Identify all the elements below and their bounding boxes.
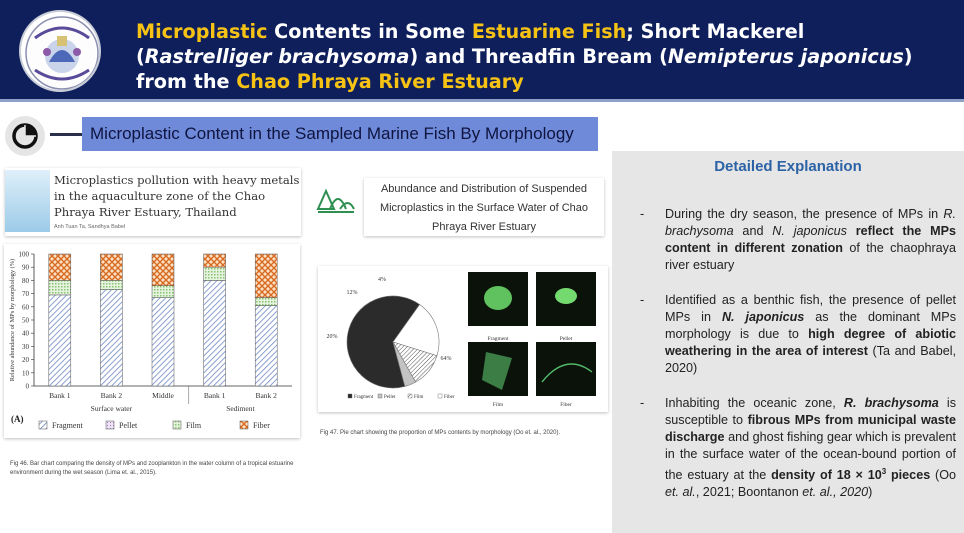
y-tick-label: 30 [22, 342, 29, 351]
journal-cover-thumbnail [5, 170, 50, 232]
university-seal-logo [19, 10, 101, 92]
bar-segment-film [152, 286, 174, 298]
title-highlight: Chao Phraya River Estuary [236, 70, 524, 93]
pie-legend-swatch-pellet [378, 394, 382, 398]
bullet-text-run: , 2021; Boontanon [695, 485, 803, 500]
bullet-text-run: pieces [886, 468, 931, 483]
pie-chart [318, 266, 608, 412]
title-species: Nemipterus japonicus [667, 45, 904, 68]
y-tick-label: 20 [22, 356, 29, 365]
bullet-text-run: et. al. [665, 485, 696, 500]
bullet-text-run: and [733, 224, 773, 238]
legend-label: Fragment [52, 421, 83, 430]
x-group-label: Sediment [226, 404, 255, 413]
title-text: ; Short Mackerel ( [136, 20, 805, 68]
bullet-text-run: R. brachysoma [665, 207, 956, 238]
article-authors: Anh Tuan Ta, Sandhya Babel [54, 224, 126, 230]
title-highlight: Microplastic [136, 20, 268, 43]
fragment-particle [484, 286, 512, 310]
pie-slice-label: 20% [326, 334, 338, 340]
bullet-text-run: fibrous MPs from municipal waste discharge [665, 413, 956, 444]
photo-label: Film [492, 402, 504, 408]
panel-label: (A) [11, 414, 24, 424]
legend-label: Fiber [253, 421, 270, 430]
bullet-text-run: et. al., 2020 [802, 485, 869, 500]
bullet-text-run: N. japonicus [772, 224, 847, 238]
y-tick-label: 40 [22, 329, 29, 338]
pellet-particle [555, 288, 577, 304]
title-text: ) from the [136, 45, 913, 93]
y-tick-label: 100 [18, 250, 29, 259]
slide-title [136, 19, 946, 94]
y-tick-label: 10 [22, 369, 29, 378]
bar-segment-film [204, 267, 226, 280]
bullet-text-run: reflect the MPs content in different zonation [665, 224, 956, 255]
legend-swatch-fragment [39, 421, 47, 429]
pie-slice-label: 12% [346, 290, 358, 296]
pie-legend-label: Fragment [354, 395, 374, 400]
bullet-marker: - [640, 207, 645, 221]
legend-label: Pellet [119, 421, 138, 430]
title-highlight: Estuarine Fish [471, 20, 627, 43]
pie-legend-swatch-fragment [348, 394, 352, 398]
photo-label: Fiber [560, 402, 572, 408]
pie-legend-label: Pellet [384, 395, 396, 400]
bar-segment-film [255, 298, 277, 306]
bullet-text-run: Inhabiting the oceanic zone, [665, 396, 844, 410]
bullet-marker: - [640, 293, 645, 307]
article-card-1 [5, 168, 301, 236]
title-text: Contents in Some [267, 20, 472, 43]
legend-swatch-film [173, 421, 181, 429]
photo-label: Fragment [487, 336, 509, 342]
figure-caption-47: Fig 47. Pie chart showing the proportion of MPs contents by morphology (Oo et. al., 2020). [320, 430, 561, 436]
pie-slice-label: 64% [440, 356, 452, 362]
x-tick-label: Middle [152, 391, 174, 400]
section-connector [50, 133, 84, 136]
pie-slice-label: 4% [378, 277, 386, 283]
x-tick-label: Bank 1 [203, 391, 226, 400]
bullet-text-run: and ghost fishing gear which is prevalent in the surface water of the ocean-bound portion of the estuary at the [665, 430, 956, 483]
bar-segment-fragment [204, 280, 226, 386]
x-tick-label: Bank 2 [255, 391, 277, 400]
article-card-2: Abundance and Distribution of Suspended Microplastics in the Surface Water of Chao Phraya River Estuary [364, 178, 604, 236]
bar-segment-fiber [49, 254, 71, 280]
x-tick-label: Bank 2 [100, 391, 123, 400]
legend-swatch-fiber [240, 421, 248, 429]
explanation-bullets [640, 206, 956, 519]
title-text: ) and Threadfin Bream ( [409, 45, 668, 68]
pie-legend-label: Fiber [444, 395, 455, 400]
society-logo [316, 187, 356, 215]
header-bar [0, 0, 964, 102]
stacked-bar-chart [4, 244, 300, 438]
section-title: Microplastic Content in the Sampled Marine Fish By Morphology [82, 117, 598, 151]
bar-segment-fiber [152, 254, 174, 286]
y-axis-label: Relative abundance of MPs by morphology (%) [9, 258, 16, 382]
explanation-bullet [640, 206, 956, 274]
y-tick-label: 50 [22, 316, 29, 325]
bullet-text-run: density of 18 × 10 [771, 468, 882, 483]
y-tick-label: 60 [22, 303, 29, 312]
bar-segment-film [49, 280, 71, 295]
bullet-text-run: N. japonicus [721, 310, 805, 324]
legend-label: Film [186, 421, 202, 430]
y-tick-label: 80 [22, 276, 29, 285]
bar-segment-fiber [204, 254, 226, 267]
y-tick-label: 90 [22, 263, 29, 272]
x-group-label: Surface water [90, 404, 133, 413]
bullet-text-run: as the dominant MPs morphology is due to [665, 310, 956, 341]
bullet-text-run: ) [868, 485, 873, 500]
bar-segment-fragment [255, 305, 277, 386]
figure-caption-46: Fig 46. Bar chart comparing the density of MPs and zooplankton in the water column of a tropical estuarine environment during the wet season (Lima et. al., 2015). [10, 461, 294, 476]
bullet-text-run: (Oo [930, 468, 957, 483]
x-tick-label: Bank 1 [49, 391, 71, 400]
bullet-text-run: Identified as a benthic fish, the presence of pellet MPs in [665, 293, 956, 324]
pie-legend-label: Film [414, 395, 424, 400]
bullet-text-run: of the chaophraya river estuary [665, 241, 956, 272]
bar-segment-fragment [49, 295, 71, 386]
bar-segment-fiber [255, 254, 277, 298]
bar-segment-fiber [100, 254, 122, 280]
explanation-bullet [640, 292, 956, 377]
bar-segment-fragment [100, 290, 122, 386]
explanation-bullet [640, 395, 956, 501]
pie-chart-icon [5, 116, 45, 156]
bullet-text-run: is susceptible to [665, 396, 957, 427]
bullet-text-run: high degree of abiotic weathering in the area of interest [665, 327, 956, 358]
photo-label: Pellet [559, 336, 573, 342]
legend-swatch-pellet [106, 421, 114, 429]
article-title: Microplastics pollution with heavy metals in the aquaculture zone of the Chao Phraya River Estuary, Thailand [54, 173, 300, 219]
pie-chart-card [318, 266, 608, 412]
bar-segment-fragment [152, 298, 174, 386]
bullet-text-run: R. brachysoma [843, 396, 939, 410]
title-species: Rastrelliger brachysoma [144, 45, 410, 68]
y-tick-label: 0 [25, 382, 29, 391]
pie-legend-swatch-fiber [438, 394, 442, 398]
bullet-text-run: During the dry season, the presence of MPs in [665, 207, 944, 221]
bar-chart-card [4, 244, 300, 438]
bullet-text-run: (Ta and Babel, 2020) [665, 344, 956, 375]
y-tick-label: 70 [22, 290, 29, 299]
pie-legend-swatch-film [408, 394, 412, 398]
bullet-text-run: 3 [881, 467, 887, 476]
bar-segment-film [100, 280, 122, 289]
bullet-marker: - [640, 396, 645, 410]
panel-title: Detailed Explanation [714, 158, 862, 175]
